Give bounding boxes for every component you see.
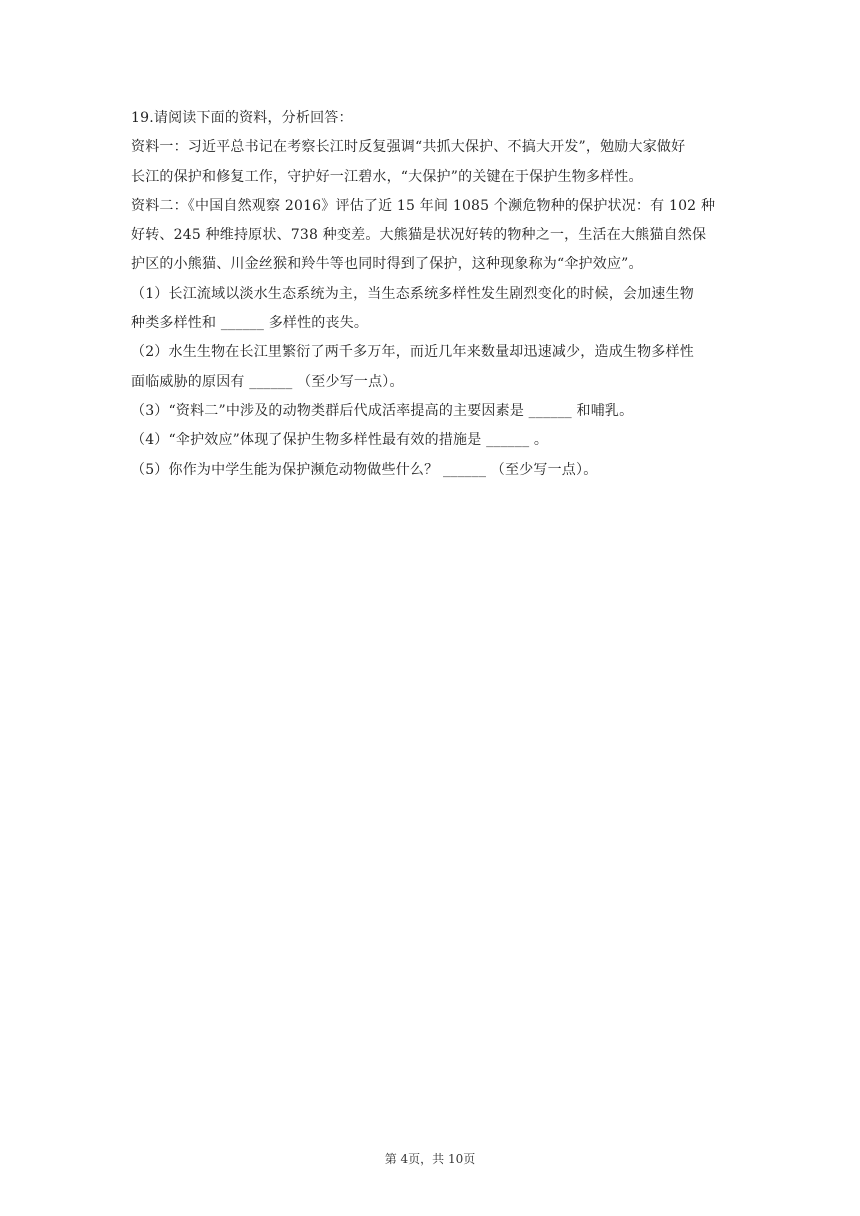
sub-question-5: （5）你作为中学生能为保护濒危动物做些什么？ ______ （至少写一点）。 <box>131 461 598 478</box>
sub-question-1-line-2: 种类多样性和 ______ 多样性的丧失。 <box>131 315 369 332</box>
sub-question-1-line-1: （1）长江流域以淡水生态系统为主，当生态系统多样性发生剧烈变化的时候，会加速生物 <box>131 285 694 302</box>
material-one-line-2: 长江的保护和修复工作，守护好一江碧水，“大保护”的关键在于保护生物多样性。 <box>131 168 643 185</box>
material-two-line-3: 护区的小熊猫、川金丝猴和羚牛等也同时得到了保护，这种现象称为“伞护效应”。 <box>131 256 643 273</box>
sub-question-3: （3）“资料二”中涉及的动物类群后代成活率提高的主要因素是 ______ 和哺乳。 <box>131 402 634 419</box>
material-two-line-1: 资料二：《中国自然观察 2016》评估了近 15 年间 1085 个濒危物种的保护状况：有 102 种 <box>131 197 716 214</box>
sub-question-2-line-2: 面临威胁的原因有 ______ （至少写一点）。 <box>131 373 404 390</box>
question-title: 19.请阅读下面的资料，分析回答： <box>131 110 353 126</box>
sub-question-4: （4）“伞护效应”体现了保护生物多样性最有效的措施是 ______ 。 <box>131 432 549 449</box>
page-footer: 第 4页，共 10页 <box>384 1152 476 1166</box>
material-two-line-2: 好转、245 种维持原状、738 种变差。大熊猫是状况好转的物种之一，生活在大熊猫自然保 <box>131 227 707 244</box>
question-block <box>131 104 731 485</box>
sub-question-2-line-1: （2）水生生物在长江里繁衍了两千多万年，而近几年来数量却迅速减少，造成生物多样性 <box>131 344 694 361</box>
material-one-line-1: 资料一：习近平总书记在考察长江时反复强调“共抓大保护、不搞大开发”，勉励大家做好 <box>131 139 686 156</box>
